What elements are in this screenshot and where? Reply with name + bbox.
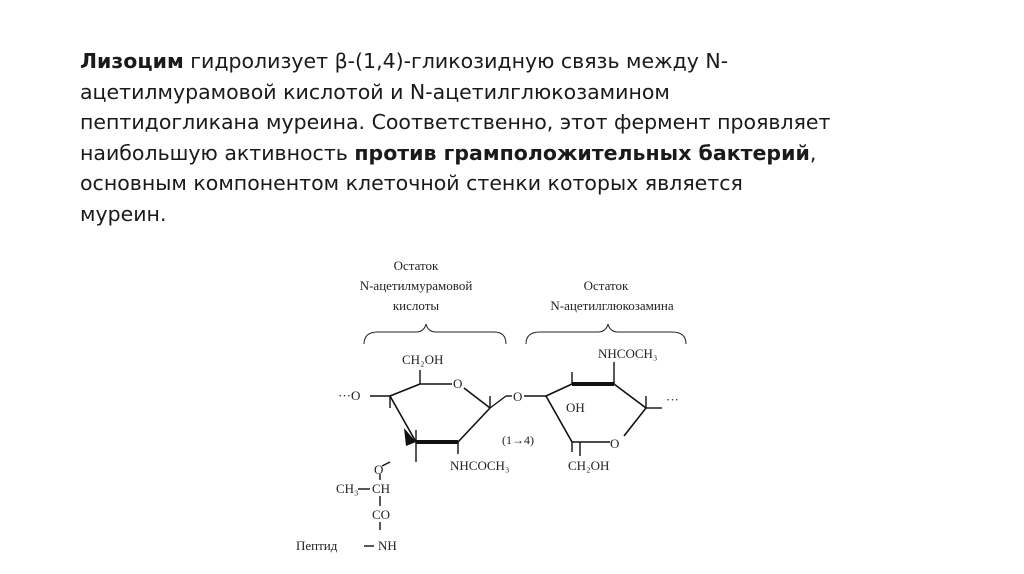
description-text (80, 46, 980, 229)
text-line-3: пептидогликана муреина. Соответственно, этот фермент проявляет (80, 110, 831, 134)
glycosidic-oxygen: O (513, 389, 523, 404)
right-sugar-ring (546, 362, 662, 456)
text-line-5: основным компонентом клеточной стенки которых является (80, 171, 743, 195)
text-line-6: муреин. (80, 201, 167, 226)
right-residue-label-1: Остаток (583, 278, 629, 293)
peptide-label: Пептид (296, 538, 338, 553)
lysozyme-term: Лизоцим (80, 49, 184, 73)
methyl-group: CH₃ (336, 481, 359, 496)
text-line-4: наибольшую активность против грамположительных бактерий, (80, 140, 817, 165)
left-residue-label-3: кислоты (392, 298, 440, 313)
right-residue-brace (526, 324, 686, 344)
ch-group: CH (372, 481, 391, 496)
bond-type-label: (1→4) (502, 433, 534, 447)
left-residue-label-2: N-ацетилмурамовой (359, 278, 473, 293)
right-ring-oxygen: O (610, 436, 620, 451)
carbonyl-group: CO (372, 507, 391, 522)
right-residue-label-2: N-ацетилглюкозамина (550, 298, 674, 313)
nh-group: NH (378, 538, 397, 553)
left-ring-oxygen: O (453, 376, 463, 391)
left-residue-brace (364, 324, 506, 344)
left-nhcoch3: NHCOCH₃ (450, 458, 510, 473)
gram-positive-term: против грамположительных бактерий (354, 140, 810, 165)
left-residue-label-1: Остаток (393, 258, 439, 273)
text-line-1: Лизоцим гидролизует β-(1,4)-гликозидную связь между N- (80, 49, 729, 73)
murein-structure-diagram (280, 248, 740, 568)
right-nhcoch3: NHCOCH₃ (598, 346, 658, 361)
left-sugar-ring (370, 370, 506, 462)
left-ch2oh: CH₂OH (402, 352, 444, 367)
lactyl-oxygen: O (374, 462, 384, 477)
right-hydroxyl: OH (566, 400, 585, 415)
chain-continuation-dots: ··· (666, 392, 679, 407)
right-ch2oh: CH₂OH (568, 458, 610, 473)
left-chain-o: ···O (338, 388, 361, 403)
text-line-2: ацетилмурамовой кислотой и N-ацетилглюкозамином (80, 79, 670, 104)
